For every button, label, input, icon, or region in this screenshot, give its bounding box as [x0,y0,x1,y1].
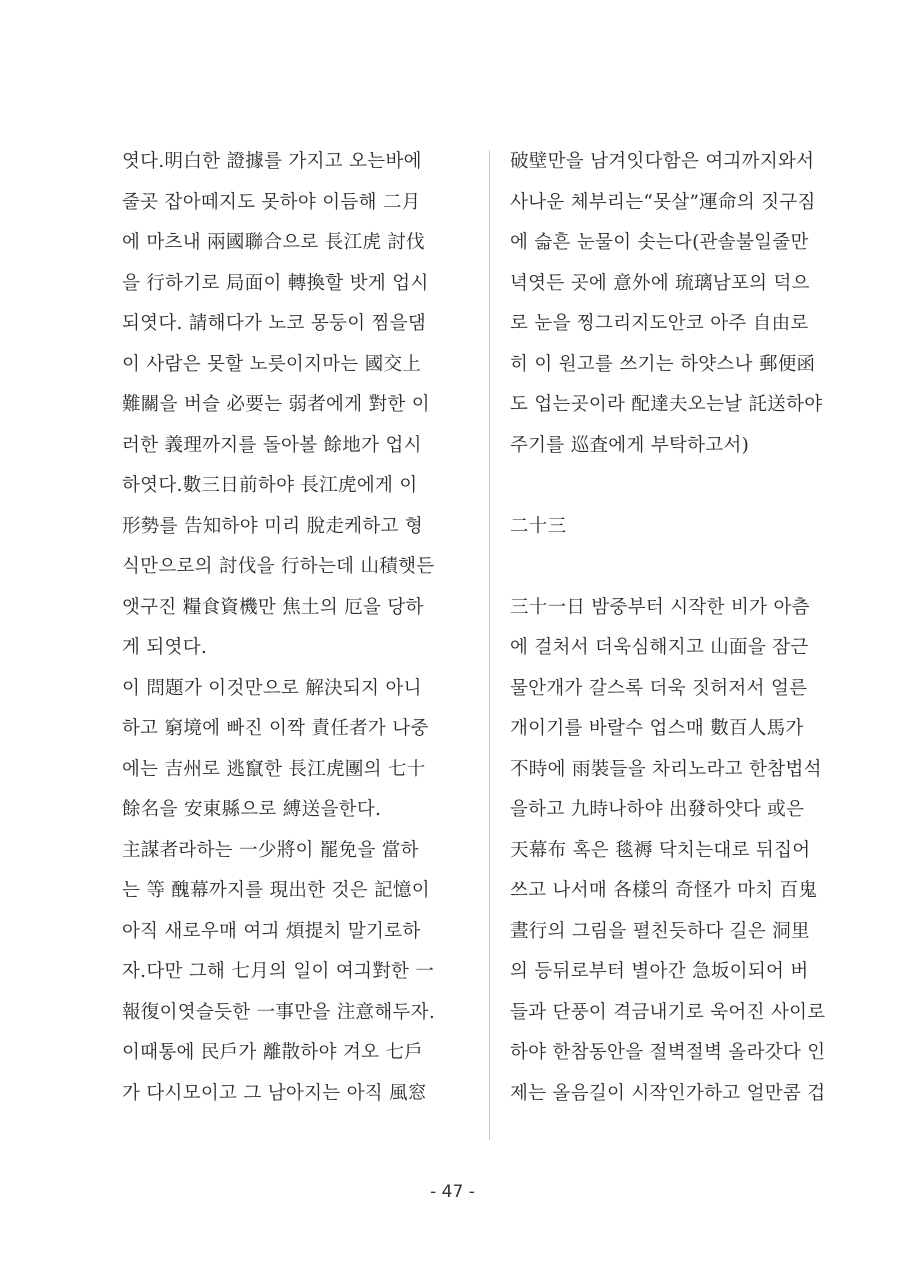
text-line: 로 눈을 찡그리지도안코 아주 自由로 [510,313,809,334]
text-line: 晝行의 그림을 펼친듯하다 길은 洞里 [510,920,810,942]
text-line: 쓰고 나서매 各樣의 奇怪가 마치 百鬼 [510,880,818,901]
text-line: 주기를 巡査에게 부탁하고서) [510,434,750,456]
text-line [510,547,860,588]
text-line: 사나운 체부리는“못살”運命의 짓구짐 [510,191,816,213]
text-line: 에 슯흔 눈물이 솟는다(관솔불일줄만 [510,232,809,253]
text-line: 을 行하기로 局面이 轉換할 밧게 업시 [122,272,429,294]
text-line: 녁엿든 곳에 意外에 琉璃남포의 덕으 [510,272,810,294]
text-line: 難關을 버슬 必要는 弱者에게 對한 이 [122,394,430,415]
text-line: 가 다시모이고 그 남아지는 아직 風窓 [122,1082,427,1104]
text-line: 餘名을 安東縣으로 縛送을한다. [122,799,382,820]
text-line: 이 問題가 이것만으로 解決되지 아니 [122,677,422,699]
text-line: 는 等 醜幕까지를 現出한 것은 記憶이 [122,880,430,901]
text-line: 三十一日 밤중부터 시작한 비가 아츰 [510,596,810,618]
text-line: 되엿다. 請해다가 노코 몽둥이 찜을댐 [122,313,427,334]
text-line: 二十三 [510,515,567,537]
column-divider [489,150,490,1140]
text-line: 의 등뒤로부터 별아간 急坂이되어 버 [510,961,809,982]
text-line: 主謀者라하는 一少將이 罷免을 當하 [122,839,419,861]
text-line: 물안개가 갈스록 더욱 짓허저서 얼른 [510,677,808,699]
text-line: 하고 窮境에 빠진 이짝 責任者가 나중 [122,718,429,739]
text-line [510,466,860,507]
text-line: 에는 吉州로 逃竄한 長江虎團의 七十 [122,758,426,780]
right-text-column [510,142,860,1114]
text-line: 天幕布 혹은 毯褥 닥치는대로 뒤집어 [510,839,811,861]
text-line: 에 걸처서 더욱심해지고 山面을 잠근 [510,637,809,658]
text-line: 히 이 원고를 쓰기는 하얏스나 郵便函 [510,353,816,375]
text-line: 게 되엿다. [122,637,208,658]
text-line: 形勢를 告知하야 미리 脫走케하고 형 [122,515,424,537]
text-line: 엿다.明白한 證據를 가지고 오는바에 [122,151,422,172]
text-line: 이 사람은 못할 노릇이지마는 國交上 [122,353,422,375]
text-line: 자.다만 그해 七月의 일이 여긔對한 一 [122,961,435,982]
text-line: 줄곳 잡아떼지도 못하야 이듬해 二月 [122,191,421,213]
text-line: 들과 단풍이 격금내기로 욱어진 사이로 [510,1001,826,1023]
text-line: 에 마츠내 兩國聯合으로 長江虎 討伐 [122,232,425,253]
page-number: - 47 - [430,1182,475,1202]
text-line: 을하고 九時나하야 出發하얏다 或은 [510,799,805,820]
text-line: 러한 義理까지를 돌아볼 餘地가 업시 [122,434,422,456]
text-line: 아직 새로우매 여긔 煩提치 말기로하 [122,920,421,942]
text-line: 報復이엿슬듯한 一事만을 注意해두자. [122,1001,436,1023]
text-line: 이때통에 民戶가 離散하야 겨오 七戶 [122,1042,424,1063]
text-line: 제는 올음길이 시작인가하고 얼만콤 겁 [510,1082,826,1104]
text-line: 不時에 雨裝들을 차리노라고 한참법석 [510,758,822,780]
text-line: 앳구진 糧食資機만 焦土의 厄을 당하 [122,596,424,618]
text-line: 하엿다.數三日前하야 長江虎에게 이 [122,475,418,496]
text-line: 破壁만을 남겨잇다함은 여긔까지와서 [510,151,815,172]
left-text-column [122,142,472,1114]
text-line: 하야 한참동안을 절벽절벽 올라갓다 인 [510,1042,826,1063]
text-line: 도 업는곳이라 配達夫오는날 託送하야 [510,394,823,415]
text-line: 식만으로의 討伐을 行하는데 山積햇든 [122,556,435,577]
text-line: 개이기를 바랄수 업스매 數百人馬가 [510,718,804,739]
